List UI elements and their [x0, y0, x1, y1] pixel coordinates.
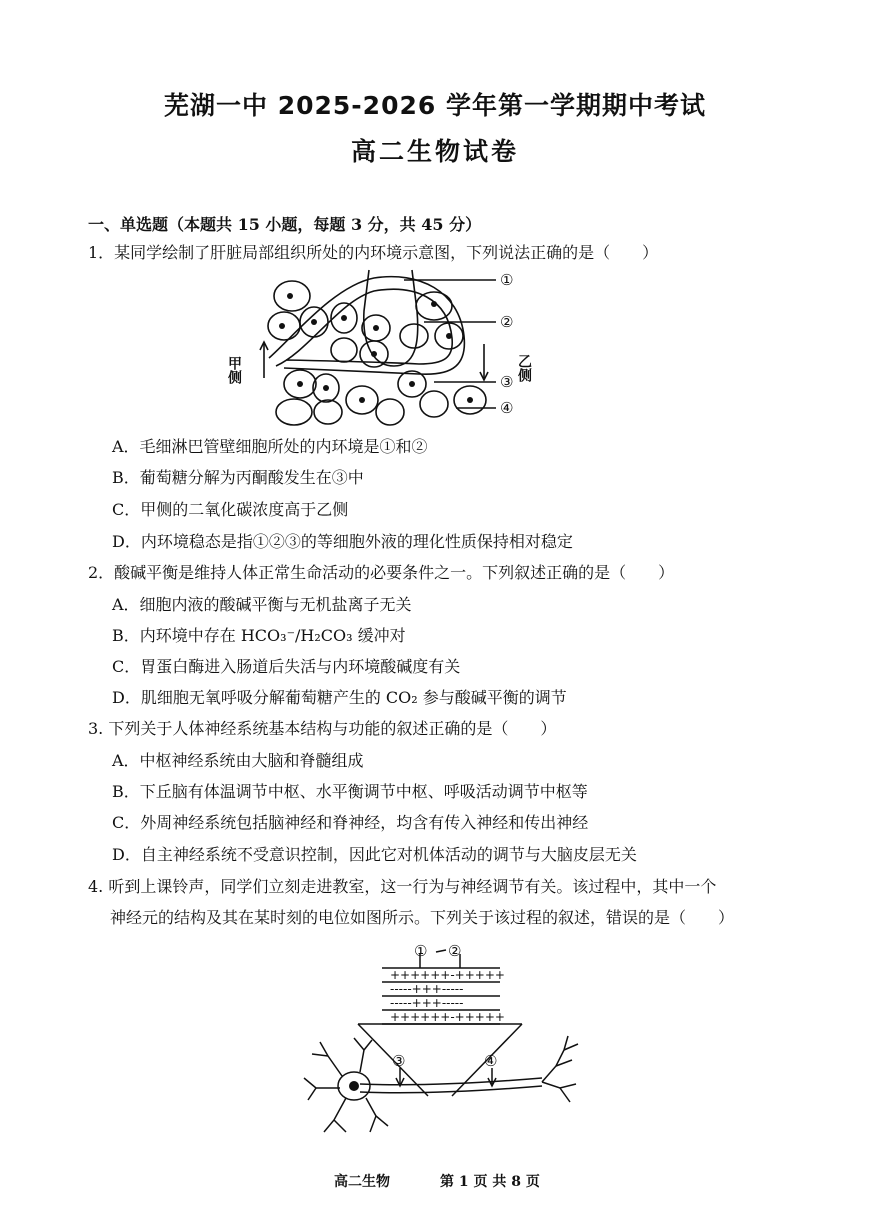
footer-subject: 高二生物	[334, 1174, 390, 1190]
footer-page-number: 第 1 页 共 8 页	[440, 1174, 540, 1190]
q3-option-c: C．外周神经系统包括脑神经和脊神经，均含有传入神经和传出神经	[112, 813, 589, 832]
q1-right-side-label: 乙侧	[516, 354, 532, 382]
q1-marker-4: ④	[500, 399, 514, 417]
q4-stem-line1: 4. 听到上课铃声，同学们立刻走进教室，这一行为与神经调节有关。该过程中，其中一个	[88, 877, 717, 896]
q3-stem: 3. 下列关于人体神经系统基本结构与功能的叙述正确的是（ ）	[88, 719, 557, 738]
q1-marker-1: ①	[500, 271, 514, 289]
q1-option-d: D．内环境稳态是指①②③的等细胞外液的理化性质保持相对稳定	[112, 532, 573, 551]
q3-option-b: B．下丘脑有体温调节中枢、水平衡调节中枢、呼吸活动调节中枢等	[112, 782, 588, 801]
q1-marker-3: ③	[500, 373, 514, 391]
q2-option-d: D．肌细胞无氧呼吸分解葡萄糖产生的 CO₂ 参与酸碱平衡的调节	[112, 688, 567, 707]
q4-potential-row-4: ++++++-+++++	[390, 1010, 505, 1024]
q1-option-c: C．甲侧的二氧化碳浓度高于乙侧	[112, 500, 349, 519]
q4-marker-1: ①	[414, 942, 428, 960]
q1-stem: 1．某同学绘制了肝脏局部组织所处的内环境示意图，下列说法正确的是（ ）	[88, 243, 659, 262]
q1-marker-2: ②	[500, 313, 514, 331]
q4-neuron-diagram	[290, 938, 590, 1138]
q4-marker-4: ④	[484, 1052, 498, 1070]
section-heading: 一、单选题（本题共 15 小题，每题 3 分，共 45 分）	[88, 215, 482, 234]
q1-option-b: B．葡萄糖分解为丙酮酸发生在③中	[112, 468, 364, 487]
q4-potential-row-2: -----+++-----	[390, 982, 464, 996]
q3-option-d: D．自主神经系统不受意识控制，因此它对机体活动的调节与大脑皮层无关	[112, 845, 637, 864]
q1-tissue-diagram	[224, 266, 534, 434]
q1-left-side-label: 甲侧	[226, 356, 242, 384]
q4-potential-row-3: -----+++-----	[390, 996, 464, 1010]
q3-option-a: A．中枢神经系统由大脑和脊髓组成	[112, 751, 364, 770]
q4-stem-line2: 神经元的结构及其在某时刻的电位如图所示。下列关于该过程的叙述，错误的是（ ）	[110, 908, 735, 927]
q4-marker-2: ②	[448, 942, 462, 960]
q2-option-a: A．细胞内液的酸碱平衡与无机盐离子无关	[112, 595, 412, 614]
q2-stem: 2．酸碱平衡是维持人体正常生命活动的必要条件之一。下列叙述正确的是（ ）	[88, 563, 675, 582]
exam-subtitle: 高二生物试卷	[350, 137, 519, 166]
q2-option-b: B．内环境中存在 HCO₃⁻/H₂CO₃ 缓冲对	[112, 626, 406, 645]
exam-title: 芜湖一中 2025-2026 学年第一学期期中考试	[164, 91, 706, 120]
q4-potential-row-1: ++++++-+++++	[390, 968, 505, 982]
q4-marker-3: ③	[392, 1052, 406, 1070]
q1-option-a: A．毛细淋巴管壁细胞所处的内环境是①和②	[112, 437, 428, 456]
q2-option-c: C．胃蛋白酶进入肠道后失活与内环境酸碱度有关	[112, 657, 461, 676]
